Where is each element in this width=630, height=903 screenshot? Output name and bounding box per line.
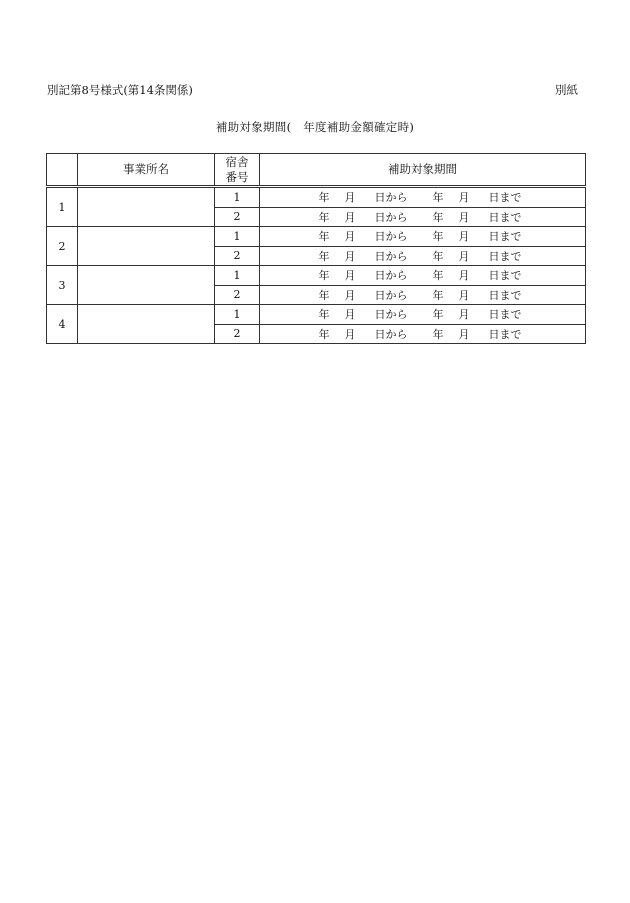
date-part-label: 年: [318, 269, 330, 283]
date-part-label: 日まで: [488, 269, 522, 283]
office-name-cell[interactable]: [78, 227, 215, 266]
date-part-label: 月: [344, 191, 356, 205]
column-header-office-name: 事業所名: [78, 154, 215, 187]
subsidy-period-cell[interactable]: [260, 285, 586, 305]
table-row: [47, 266, 586, 286]
date-part-label: 年: [318, 249, 330, 263]
date-part-label: 日まで: [488, 288, 522, 302]
date-part-label: 日まで: [488, 230, 522, 244]
housing-number-cell: 2: [215, 207, 260, 227]
office-name-cell[interactable]: [78, 305, 215, 344]
date-part-label: 日まで: [488, 327, 522, 341]
date-part-label: 年: [432, 249, 444, 263]
housing-number-cell: 1: [215, 266, 260, 286]
table-row: [47, 227, 586, 247]
housing-number-cell: 1: [215, 187, 260, 208]
date-part-label: 月: [344, 327, 356, 341]
subsidy-period-cell[interactable]: [260, 324, 586, 344]
date-part-label: 月: [458, 230, 470, 244]
date-part-label: 日から: [374, 288, 408, 302]
date-range-text: [260, 189, 585, 205]
date-range-text: [260, 248, 585, 264]
date-part-label: 年: [432, 191, 444, 205]
date-part-label: 日まで: [488, 210, 522, 224]
date-part-label: 日から: [374, 210, 408, 224]
column-header-number: [47, 154, 78, 187]
date-part-label: 月: [458, 308, 470, 322]
date-part-label: 年: [318, 210, 330, 224]
table-row: [47, 305, 586, 325]
date-range-text: [260, 287, 585, 303]
subsidy-period-cell[interactable]: [260, 305, 586, 325]
housing-number-cell: 2: [215, 246, 260, 266]
date-part-label: 年: [432, 308, 444, 322]
date-part-label: 日から: [374, 230, 408, 244]
date-part-label: 年: [318, 191, 330, 205]
date-part-label: 年: [432, 327, 444, 341]
date-range-text: [260, 306, 585, 322]
date-range-text: [260, 326, 585, 342]
date-part-label: 月: [344, 308, 356, 322]
row-number-cell: 3: [47, 266, 78, 305]
row-number-cell: 2: [47, 227, 78, 266]
housing-number-cell: 1: [215, 305, 260, 325]
subsidy-period-cell[interactable]: [260, 207, 586, 227]
office-name-cell[interactable]: [78, 266, 215, 305]
subsidy-period-table: [46, 153, 586, 344]
date-part-label: 日から: [374, 308, 408, 322]
column-header-subsidy-period: 補助対象期間: [260, 154, 586, 187]
column-header-housing-number: 宿舎 番号: [215, 154, 260, 187]
document-title: 補助対象期間( 年度補助金額確定時): [215, 120, 415, 134]
form-number-label: 別記第8号様式(第14条関係): [47, 83, 193, 97]
date-part-label: 月: [458, 288, 470, 302]
subsidy-period-cell[interactable]: [260, 227, 586, 247]
date-part-label: 年: [432, 269, 444, 283]
date-part-label: 月: [458, 327, 470, 341]
date-part-label: 月: [344, 269, 356, 283]
date-part-label: 日まで: [488, 191, 522, 205]
date-part-label: 月: [344, 288, 356, 302]
date-part-label: 日から: [374, 327, 408, 341]
date-part-label: 月: [344, 230, 356, 244]
date-part-label: 年: [318, 327, 330, 341]
date-part-label: 月: [458, 269, 470, 283]
office-name-cell[interactable]: [78, 187, 215, 227]
table-row: [47, 187, 586, 208]
table-body: [47, 187, 586, 344]
date-part-label: 年: [318, 308, 330, 322]
date-part-label: 月: [344, 249, 356, 263]
date-part-label: 日まで: [488, 308, 522, 322]
date-part-label: 日から: [374, 191, 408, 205]
row-number-cell: 4: [47, 305, 78, 344]
date-part-label: 年: [432, 288, 444, 302]
date-range-text: [260, 267, 585, 283]
date-part-label: 年: [318, 288, 330, 302]
date-range-text: [260, 228, 585, 244]
date-part-label: 月: [344, 210, 356, 224]
date-part-label: 日まで: [488, 249, 522, 263]
row-number-cell: 1: [47, 187, 78, 227]
date-range-text: [260, 209, 585, 225]
housing-number-cell: 1: [215, 227, 260, 247]
subsidy-period-cell[interactable]: [260, 266, 586, 286]
housing-number-cell: 2: [215, 324, 260, 344]
table-header-row: [47, 154, 586, 187]
date-part-label: 年: [432, 230, 444, 244]
date-part-label: 年: [318, 230, 330, 244]
date-part-label: 月: [458, 191, 470, 205]
subsidy-period-cell[interactable]: [260, 187, 586, 208]
date-part-label: 月: [458, 210, 470, 224]
date-part-label: 年: [432, 210, 444, 224]
date-part-label: 日から: [374, 249, 408, 263]
subsidy-period-cell[interactable]: [260, 246, 586, 266]
date-part-label: 月: [458, 249, 470, 263]
housing-number-cell: 2: [215, 285, 260, 305]
date-part-label: 日から: [374, 269, 408, 283]
attachment-label: 別紙: [555, 83, 578, 97]
